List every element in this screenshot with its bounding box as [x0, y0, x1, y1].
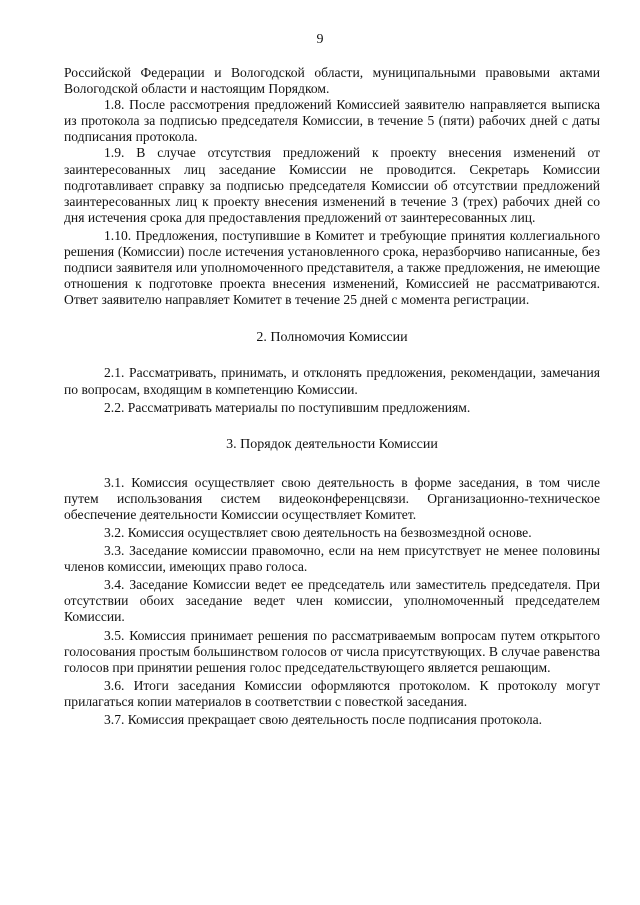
- paragraph-3-2: 3.2. Комиссия осуществляет свою деятельность на безвозмездной основе.: [104, 524, 532, 540]
- paragraph-3-4: 3.4. Заседание Комиссии ведет ее председатель или заместитель председателя. При отсутствии обоих заседание ведет член комиссии, уполномоченный председателем Комиссии.: [64, 577, 600, 625]
- section-2-heading: 2. Полномочия Комиссии: [256, 330, 408, 346]
- page-number: 9: [316, 32, 324, 47]
- paragraph-3-3: 3.3. Заседание комиссии правомочно, если на нем присутствует не менее половины членов комиссии, имеющих право голоса.: [64, 543, 600, 575]
- paragraph-2-2: 2.2. Рассматривать материалы по поступившим предложениям.: [104, 399, 471, 415]
- paragraph-3-7: 3.7. Комиссия прекращает свою деятельность после подписания протокола.: [104, 712, 543, 727]
- paragraph-intro-continuation: Российской Федерации и Вологодской области, муниципальными правовыми актами Вологодской области и настоящим Порядком.: [64, 65, 600, 97]
- paragraph-3-5: 3.5. Комиссия принимает решения по рассматриваемым вопросам путем открытого голосования простым большинством голосов от числа присутствующих. В случае равенства голосов при принятии решения голос председательствующего является решающим.: [64, 627, 600, 675]
- paragraph-1-9: 1.9. В случае отсутствия предложений к проекту внесения изменений от заинтересованных лиц заседание Комиссии не проводится. Секретарь Комиссии подготавливает справку за подписью председателя Комиссии об отсутствии предложений заинтересованных лиц к проекту внесения изменений в течение 3 (трех) рабочих дней со дня истечения срока для предоставления предложений от заинтересованных лиц.: [64, 145, 600, 225]
- paragraph-1-8: 1.8. После рассмотрения предложений Комиссией заявителю направляется выписка из протокола за подписью председателя Комиссии, в течение 5 (пяти) рабочих дней с даты подписания протокола.: [64, 97, 600, 145]
- paragraph-3-1: 3.1. Комиссия осуществляет свою деятельность в форме заседания, в том числе путем использования систем видеоконференцсвязи. Организационно-техническое обеспечение деятельности Комиссии осуществляет Комитет.: [64, 474, 600, 522]
- section-3-heading: 3. Порядок деятельности Комиссии: [226, 436, 438, 452]
- paragraph-3-6: 3.6. Итоги заседания Комиссии оформляются протоколом. К протоколу могут прилагаться копии материалов в соответствии с повесткой заседания.: [64, 677, 600, 709]
- paragraph-1-10: 1.10. Предложения, поступившие в Комитет и требующие принятия коллегиального решения (Комиссии) после истечения установленного срока, неразборчиво написанные, без подписи заявителя или уполномоченного представителя, а также предложения, не имеющие отношения к подготовке проекта внесения изменений, Комиссией не рассматриваются. Ответ заявителю направляет Комитет в течение 25 дней с момента регистрации.: [64, 227, 600, 308]
- paragraph-2-1: 2.1. Рассматривать, принимать, и отклонять предложения, рекомендации, замечания по вопросам, входящим в компетенцию Комиссии.: [64, 365, 600, 397]
- document-body: [64, 65, 600, 728]
